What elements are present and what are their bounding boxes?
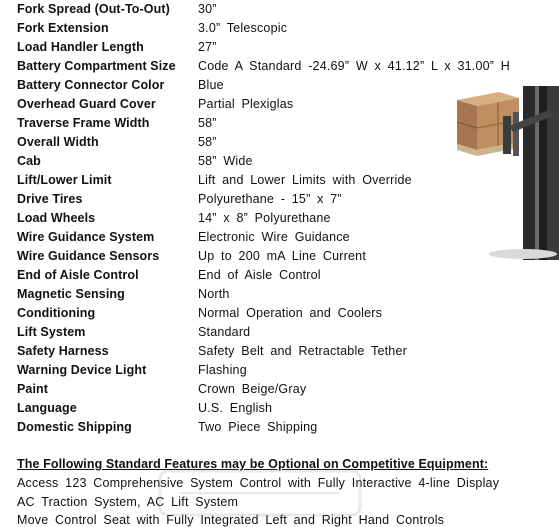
spec-value: Flashing: [198, 363, 247, 377]
spec-label: Paint: [17, 382, 49, 396]
spec-value: Normal Operation and Coolers: [198, 306, 383, 320]
forklift-load-photo-icon: [453, 86, 559, 260]
spec-label: Overall Width: [17, 135, 99, 149]
spec-label: Safety Harness: [17, 344, 109, 358]
spec-label: Fork Extension: [17, 21, 109, 35]
spec-value: Up to 200 mA Line Current: [198, 249, 366, 263]
spec-value: U.S. English: [198, 401, 273, 415]
feature-line: Move Control Seat with Fully Integrated Left and Right Hand Controls: [17, 513, 445, 527]
spec-label: Language: [17, 401, 77, 415]
spec-label: Load Handler Length: [17, 40, 144, 54]
spec-label: Lift System: [17, 325, 86, 339]
spec-value: Crown Beige/Gray: [198, 382, 307, 396]
spec-label: Warning Device Light: [17, 363, 147, 377]
spec-value: Partial Plexiglas: [198, 97, 294, 111]
spec-label: Wire Guidance System: [17, 230, 155, 244]
spec-value: 58”: [198, 116, 217, 130]
watermark-icon: [150, 465, 370, 525]
spec-value: Polyurethane - 15” x 7”: [198, 192, 342, 206]
spec-value: 30”: [198, 2, 217, 16]
spec-label: Fork Spread (Out-To-Out): [17, 2, 170, 16]
spec-label: Wire Guidance Sensors: [17, 249, 160, 263]
spec-value: 58” Wide: [198, 154, 253, 168]
spec-label: Load Wheels: [17, 211, 96, 225]
spec-label: Drive Tires: [17, 192, 83, 206]
spec-value: Safety Belt and Retractable Tether: [198, 344, 407, 358]
feature-line: Access 123 Comprehensive System Control with Fully Interactive 4-line Display: [17, 476, 500, 490]
spec-label: Battery Connector Color: [17, 78, 165, 92]
spec-value: 3.0” Telescopic: [198, 21, 288, 35]
spec-label: Cab: [17, 154, 41, 168]
spec-value: Lift and Lower Limits with Override: [198, 173, 412, 187]
spec-value: North: [198, 287, 230, 301]
spec-value: Blue: [198, 78, 224, 92]
spec-value: Two Piece Shipping: [198, 420, 318, 434]
spec-value: Electronic Wire Guidance: [198, 230, 350, 244]
spec-label: End of Aisle Control: [17, 268, 139, 282]
spec-label: Domestic Shipping: [17, 420, 132, 434]
spec-value: 27”: [198, 40, 217, 54]
spec-value: Code A Standard -24.69” W x 41.12” L x 31.00” H: [198, 59, 511, 73]
spec-label: Overhead Guard Cover: [17, 97, 156, 111]
spec-label: Magnetic Sensing: [17, 287, 125, 301]
spec-value: Standard: [198, 325, 251, 339]
spec-value: End of Aisle Control: [198, 268, 321, 282]
spec-value: 58”: [198, 135, 217, 149]
spec-label: Lift/Lower Limit: [17, 173, 112, 187]
features-heading: The Following Standard Features may be Optional on Competitive Equipment:: [17, 457, 489, 471]
spec-label: Conditioning: [17, 306, 96, 320]
feature-line: AC Traction System, AC Lift System: [17, 495, 239, 509]
spec-value: 14” x 8” Polyurethane: [198, 211, 331, 225]
spec-label: Battery Compartment Size: [17, 59, 176, 73]
spec-label: Traverse Frame Width: [17, 116, 150, 130]
